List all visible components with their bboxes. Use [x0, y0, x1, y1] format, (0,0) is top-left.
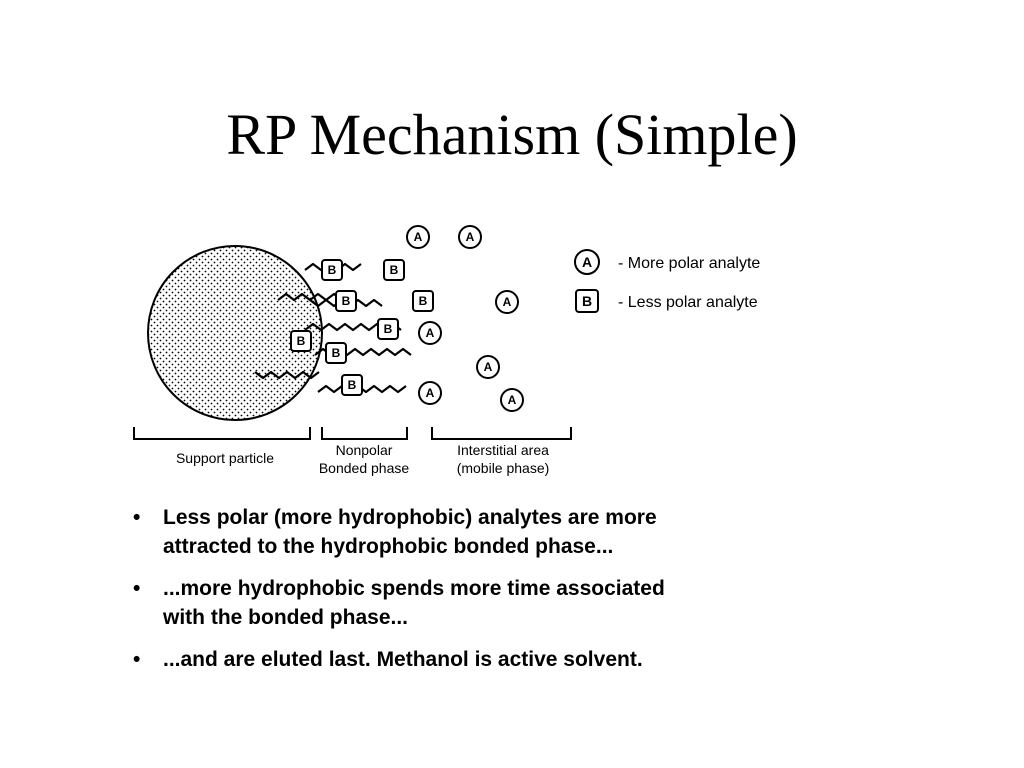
- svg-text:A: A: [507, 393, 517, 407]
- svg-text:B: B: [296, 334, 306, 348]
- svg-text:A: A: [581, 254, 593, 270]
- bullet-line: ...more hydrophobic spends more time associated: [163, 577, 665, 600]
- bullet-dot: •: [133, 648, 141, 671]
- svg-text:A: A: [425, 326, 435, 340]
- legend-text-more-polar: - More polar analyte: [618, 255, 761, 272]
- more-polar-analytes: [407, 226, 523, 411]
- analyte-b-square: [413, 291, 433, 311]
- svg-text:A: A: [413, 230, 423, 244]
- analyte-b-square: [326, 343, 346, 363]
- bullet-line: with the bonded phase...: [163, 606, 409, 629]
- bonded-phase-label-line1: Nonpolar: [335, 442, 393, 458]
- svg-text:B: B: [347, 378, 357, 392]
- bullet-item: [133, 645, 833, 674]
- analyte-a-circle: [501, 389, 523, 411]
- svg-text:B: B: [418, 294, 428, 308]
- support-particle-label: Support particle: [175, 450, 275, 466]
- bullet-line: attracted to the hydrophobic bonded phase...: [163, 535, 614, 558]
- legend-symbol-a: [575, 250, 599, 274]
- svg-text:A: A: [425, 386, 435, 400]
- svg-text:A: A: [483, 360, 493, 374]
- analyte-a-circle: [419, 382, 441, 404]
- svg-text:B: B: [389, 263, 399, 277]
- svg-text:B: B: [327, 263, 337, 277]
- bullet-line: ...and are eluted last. Methanol is active solvent.: [163, 648, 643, 671]
- interstitial-label-line1: Interstitial area: [457, 442, 549, 458]
- analyte-a-circle: [407, 226, 429, 248]
- svg-text:A: A: [502, 295, 512, 309]
- analyte-b-square: [384, 260, 404, 280]
- bullet-item: [133, 574, 833, 632]
- analyte-b-square: [336, 291, 356, 311]
- analyte-a-circle: [496, 291, 518, 313]
- bullet-list: [133, 503, 833, 687]
- legend-symbol-b: [576, 290, 598, 312]
- interstitial-bracket: [432, 427, 571, 439]
- bullet-dot: •: [133, 506, 141, 529]
- svg-text:B: B: [581, 293, 593, 309]
- bullet-dot: •: [133, 577, 141, 600]
- interstitial-label-line2: (mobile phase): [456, 460, 550, 476]
- slide-title: RP Mechanism (Simple): [226, 102, 798, 167]
- svg-text:B: B: [383, 322, 393, 336]
- legend: [575, 250, 760, 312]
- bullet-item: [133, 503, 833, 561]
- analyte-b-square: [378, 319, 398, 339]
- analyte-a-circle: [419, 322, 441, 344]
- bonded-bracket: [322, 427, 407, 439]
- analyte-b-square: [342, 375, 362, 395]
- bullet-line: Less polar (more hydrophobic) analytes are more: [163, 506, 657, 529]
- analyte-a-circle: [459, 226, 481, 248]
- bonded-phase-label-line2: Bonded phase: [318, 460, 410, 476]
- legend-text-less-polar: - Less polar analyte: [618, 294, 758, 311]
- svg-text:B: B: [331, 346, 341, 360]
- analyte-a-circle: [477, 356, 499, 378]
- svg-text:A: A: [465, 230, 475, 244]
- svg-text:B: B: [341, 294, 351, 308]
- support-bracket: [134, 427, 310, 439]
- analyte-b-square: [322, 260, 342, 280]
- analyte-b-square: [291, 331, 311, 351]
